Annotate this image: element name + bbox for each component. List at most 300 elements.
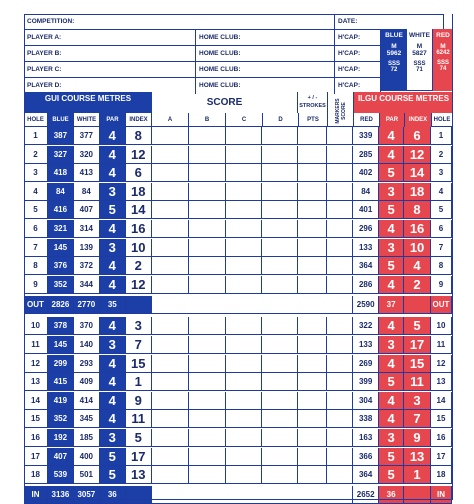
cell-red: 304	[353, 392, 379, 410]
cell-rindex: 11	[404, 373, 431, 391]
score-entry-cell[interactable]	[298, 392, 327, 410]
score-entry-cell[interactable]	[327, 164, 353, 182]
in-rpar: 36	[379, 486, 404, 504]
score-entry-cell[interactable]	[189, 392, 226, 410]
white-tee-metres: 5827	[412, 50, 427, 57]
cell-rhole: 2	[431, 146, 452, 164]
score-entry-cell[interactable]	[226, 373, 263, 391]
score-entry-cell[interactable]	[327, 448, 353, 466]
cell-red: 402	[353, 164, 379, 182]
score-entry-cell[interactable]	[262, 392, 298, 410]
cell-rindex: 2	[404, 276, 431, 294]
score-entry-cell[interactable]	[189, 220, 226, 238]
hole-row	[24, 239, 452, 257]
score-entry-cell[interactable]	[226, 239, 263, 257]
cell-blue: 145	[48, 336, 74, 354]
score-entry-cell[interactable]	[298, 466, 327, 484]
score-entry-cell[interactable]	[152, 317, 189, 335]
out-blank	[126, 296, 152, 314]
score-entry-cell[interactable]	[189, 466, 226, 484]
cell-rpar: 5	[379, 448, 404, 466]
col-pts: PTS	[299, 113, 328, 127]
cell-rpar: 4	[379, 410, 404, 428]
out-total-row	[24, 296, 452, 314]
hcap-label: H'CAP:	[335, 30, 381, 46]
blue-tee-m: M	[391, 43, 397, 50]
cell-blue: 352	[48, 410, 74, 428]
score-entry-cell[interactable]	[298, 127, 327, 145]
hole-row	[24, 201, 452, 219]
score-entry-cell[interactable]	[152, 336, 189, 354]
cell-rhole: 12	[431, 355, 452, 373]
hole-row	[24, 220, 452, 238]
cell-par: 4	[100, 146, 126, 164]
cell-white: 344	[74, 276, 100, 294]
player-row	[24, 61, 381, 78]
out-blue: 2826	[48, 296, 74, 314]
score-entry-cell[interactable]	[226, 146, 263, 164]
score-entry-cell[interactable]	[189, 410, 226, 428]
cell-rhole: 18	[431, 466, 452, 484]
cell-rhole: 4	[431, 183, 452, 201]
score-entry-cell[interactable]	[226, 164, 263, 182]
cell-rhole: 6	[431, 220, 452, 238]
cell-white: 320	[74, 146, 100, 164]
cell-index: 13	[126, 466, 152, 484]
cell-hole: 12	[24, 355, 48, 373]
cell-red: 133	[353, 336, 379, 354]
col-red-hole: HOLE	[432, 113, 453, 127]
out-blank	[152, 296, 354, 314]
score-entry-cell[interactable]	[327, 201, 353, 219]
score-entry-cell[interactable]	[262, 164, 298, 182]
cell-index: 2	[126, 257, 152, 275]
ilgu-course-title: ILGU COURSE METRES	[354, 92, 453, 113]
red-tee-metres: 6242	[436, 50, 450, 56]
hole-row	[24, 448, 452, 466]
cell-rindex: 14	[404, 164, 431, 182]
score-entry-cell[interactable]	[298, 239, 327, 257]
cell-rpar: 3	[379, 183, 404, 201]
col-hole: HOLE	[24, 113, 48, 127]
in-par: 36	[100, 486, 126, 504]
score-entry-cell[interactable]	[189, 201, 226, 219]
score-entry-cell[interactable]	[226, 392, 263, 410]
cell-blue: 84	[48, 183, 74, 201]
score-entry-cell[interactable]	[262, 257, 298, 275]
hcap-label: H'CAP:	[335, 78, 381, 94]
score-entry-cell[interactable]	[327, 127, 353, 145]
score-entry-cell[interactable]	[226, 220, 263, 238]
player-label: PLAYER D:	[24, 78, 196, 94]
score-entry-cell[interactable]	[298, 201, 327, 219]
in-white: 3057	[74, 486, 100, 504]
cell-white: 84	[74, 183, 100, 201]
out-par: 35	[100, 296, 126, 314]
score-entry-cell[interactable]	[262, 448, 298, 466]
player-label: PLAYER C:	[24, 62, 196, 78]
date-label: DATE:	[335, 15, 444, 29]
cell-red: 364	[353, 257, 379, 275]
cell-rpar: 5	[379, 257, 404, 275]
in-blank	[126, 486, 152, 504]
score-entry-cell[interactable]	[189, 336, 226, 354]
score-entry-cell[interactable]	[189, 429, 226, 447]
cell-red: 84	[353, 183, 379, 201]
cell-rpar: 5	[379, 201, 404, 219]
competition-label: COMPETITION:	[24, 15, 335, 29]
cell-white: 400	[74, 448, 100, 466]
cell-rpar: 4	[379, 276, 404, 294]
cell-white: 414	[74, 392, 100, 410]
score-entry-cell[interactable]	[152, 239, 189, 257]
cell-blue: 192	[48, 429, 74, 447]
cell-white: 413	[74, 164, 100, 182]
cell-red: 163	[353, 429, 379, 447]
cell-red: 364	[353, 466, 379, 484]
score-entry-cell[interactable]	[152, 373, 189, 391]
cell-red: 286	[353, 276, 379, 294]
score-entry-cell[interactable]	[327, 146, 353, 164]
col-d: D	[263, 113, 299, 127]
cell-blue: 378	[48, 317, 74, 335]
score-entry-cell[interactable]	[189, 164, 226, 182]
cell-index: 17	[126, 448, 152, 466]
cell-rhole: 7	[431, 239, 452, 257]
cell-par: 3	[100, 336, 126, 354]
score-entry-cell[interactable]	[327, 355, 353, 373]
hole-row	[24, 410, 452, 428]
score-entry-cell[interactable]	[226, 410, 263, 428]
white-tee-m: M	[416, 43, 423, 50]
cell-rpar: 3	[379, 239, 404, 257]
score-entry-cell[interactable]	[262, 355, 298, 373]
score-entry-cell[interactable]	[152, 410, 189, 428]
col-a: A	[152, 113, 189, 127]
cell-rindex: 17	[404, 336, 431, 354]
score-entry-cell[interactable]	[298, 410, 327, 428]
score-entry-cell[interactable]	[262, 239, 298, 257]
cell-red: 399	[353, 373, 379, 391]
hole-row	[24, 164, 452, 182]
red-tee-sss-val: 74	[439, 66, 447, 72]
blue-tee-sss: SSS	[387, 61, 400, 67]
cell-hole: 6	[24, 220, 48, 238]
white-tee-sss: SSS	[413, 61, 426, 67]
cell-rindex: 3	[404, 392, 431, 410]
cell-index: 11	[126, 410, 152, 428]
cell-rpar: 3	[379, 336, 404, 354]
hole-row	[24, 183, 452, 201]
cell-red: 133	[353, 239, 379, 257]
cell-red: 269	[353, 355, 379, 373]
cell-blue: 387	[48, 127, 74, 145]
hole-row	[24, 276, 452, 294]
player-row	[24, 29, 381, 46]
score-entry-cell[interactable]	[327, 183, 353, 201]
score-entry-cell[interactable]	[262, 317, 298, 335]
cell-hole: 18	[24, 466, 48, 484]
score-entry-cell[interactable]	[226, 317, 263, 335]
score-entry-cell[interactable]	[152, 183, 189, 201]
cell-hole: 14	[24, 392, 48, 410]
score-entry-cell[interactable]	[262, 127, 298, 145]
score-entry-cell[interactable]	[189, 127, 226, 145]
col-red: RED	[354, 113, 380, 127]
score-entry-cell[interactable]	[189, 448, 226, 466]
score-entry-cell[interactable]	[262, 276, 298, 294]
score-entry-cell[interactable]	[298, 336, 327, 354]
in-red: 2652	[353, 486, 379, 504]
cell-rindex: 15	[404, 355, 431, 373]
cell-rhole: 9	[431, 276, 452, 294]
cell-red: 296	[353, 220, 379, 238]
score-entry-cell[interactable]	[226, 127, 263, 145]
score-entry-cell[interactable]	[327, 410, 353, 428]
cell-hole: 7	[24, 239, 48, 257]
score-entry-cell[interactable]	[226, 466, 263, 484]
red-tee-sss: SSS	[436, 60, 449, 66]
col-par: PAR	[100, 113, 126, 127]
cell-blue: 418	[48, 164, 74, 182]
cell-par: 4	[100, 392, 126, 410]
cell-hole: 2	[24, 146, 48, 164]
cell-rindex: 10	[404, 239, 431, 257]
cell-index: 16	[126, 220, 152, 238]
white-tee-box	[407, 29, 433, 91]
in-label: IN	[24, 486, 48, 504]
cell-par: 4	[100, 164, 126, 182]
out-label: OUT	[24, 296, 48, 314]
hcap-label: H'CAP:	[335, 62, 381, 78]
frame-right	[452, 14, 453, 500]
score-entry-cell[interactable]	[327, 239, 353, 257]
cell-rpar: 3	[379, 429, 404, 447]
cell-rhole: 13	[431, 373, 452, 391]
player-label: PLAYER A:	[24, 30, 196, 46]
cell-blue: 352	[48, 276, 74, 294]
hole-row	[24, 429, 452, 447]
hole-row	[24, 257, 452, 275]
score-entry-cell[interactable]	[262, 201, 298, 219]
score-entry-cell[interactable]	[226, 336, 263, 354]
cell-white: 377	[74, 127, 100, 145]
cell-white: 407	[74, 201, 100, 219]
score-entry-cell[interactable]	[152, 392, 189, 410]
cell-blue: 321	[48, 220, 74, 238]
cell-rhole: 17	[431, 448, 452, 466]
score-entry-cell[interactable]	[327, 336, 353, 354]
cell-par: 5	[100, 448, 126, 466]
cell-blue: 145	[48, 239, 74, 257]
score-entry-cell[interactable]	[226, 257, 263, 275]
score-entry-cell[interactable]	[262, 466, 298, 484]
cell-rindex: 1	[404, 466, 431, 484]
cell-red: 285	[353, 146, 379, 164]
score-entry-cell[interactable]	[298, 355, 327, 373]
out-white: 2770	[74, 296, 100, 314]
score-entry-cell[interactable]	[262, 373, 298, 391]
cell-white: 409	[74, 373, 100, 391]
cell-hole: 8	[24, 257, 48, 275]
cell-rindex: 18	[404, 183, 431, 201]
cell-rpar: 4	[379, 317, 404, 335]
cell-blue: 416	[48, 201, 74, 219]
score-entry-cell[interactable]	[262, 336, 298, 354]
blue-tee-sss-val: 72	[390, 67, 398, 73]
score-entry-cell[interactable]	[298, 220, 327, 238]
score-entry-cell[interactable]	[189, 355, 226, 373]
score-entry-cell[interactable]	[189, 373, 226, 391]
home-club-label: HOME CLUB:	[196, 30, 335, 46]
col-red-par: PAR	[380, 113, 405, 127]
cell-hole: 3	[24, 164, 48, 182]
red-tee-m: M	[440, 43, 446, 50]
cell-rindex: 13	[404, 448, 431, 466]
score-entry-cell[interactable]	[298, 373, 327, 391]
score-entry-cell[interactable]	[189, 239, 226, 257]
cell-rindex: 6	[404, 127, 431, 145]
score-entry-cell[interactable]	[226, 201, 263, 219]
in-blank	[152, 486, 354, 504]
score-entry-cell[interactable]	[298, 448, 327, 466]
score-entry-cell[interactable]	[226, 429, 263, 447]
cell-rhole: 1	[431, 127, 452, 145]
score-entry-cell[interactable]	[262, 429, 298, 447]
cell-rhole: 3	[431, 164, 452, 182]
cell-rhole: 8	[431, 257, 452, 275]
cell-rhole: 16	[431, 429, 452, 447]
cell-red: 338	[353, 410, 379, 428]
score-entry-cell[interactable]	[189, 146, 226, 164]
score-entry-cell[interactable]	[327, 373, 353, 391]
cell-white: 314	[74, 220, 100, 238]
cell-rindex: 8	[404, 201, 431, 219]
cell-white: 139	[74, 239, 100, 257]
score-entry-cell[interactable]	[262, 146, 298, 164]
score-entry-cell[interactable]	[189, 183, 226, 201]
markers-header	[328, 92, 354, 127]
cell-rpar: 5	[379, 164, 404, 182]
out-rpar: 37	[379, 296, 404, 314]
cell-white: 185	[74, 429, 100, 447]
cell-par: 4	[100, 276, 126, 294]
score-entry-cell[interactable]	[262, 183, 298, 201]
score-entry-cell[interactable]	[298, 183, 327, 201]
score-title: SCORE	[152, 92, 298, 113]
score-entry-cell[interactable]	[327, 392, 353, 410]
score-entry-cell[interactable]	[152, 127, 189, 145]
in-blue: 3136	[48, 486, 74, 504]
col-blue: BLUE	[48, 113, 74, 127]
cell-rhole: 5	[431, 201, 452, 219]
home-club-label: HOME CLUB:	[196, 78, 335, 94]
cell-index: 14	[126, 201, 152, 219]
cell-hole: 11	[24, 336, 48, 354]
cell-index: 9	[126, 392, 152, 410]
cell-par: 4	[100, 220, 126, 238]
score-entry-cell[interactable]	[298, 429, 327, 447]
cell-index: 7	[126, 336, 152, 354]
white-tee-name: WHITE	[409, 32, 430, 39]
cell-rindex: 4	[404, 257, 431, 275]
score-entry-cell[interactable]	[327, 466, 353, 484]
cell-red: 366	[353, 448, 379, 466]
score-entry-cell[interactable]	[327, 317, 353, 335]
red-tee-name: RED	[436, 32, 450, 39]
score-entry-cell[interactable]	[226, 355, 263, 373]
score-entry-cell[interactable]	[262, 220, 298, 238]
in-total-row	[24, 486, 452, 504]
hole-row	[24, 127, 452, 145]
cell-blue: 419	[48, 392, 74, 410]
in-rlabel: IN	[431, 486, 452, 504]
cell-hole: 9	[24, 276, 48, 294]
score-entry-cell[interactable]	[226, 276, 263, 294]
cell-white: 140	[74, 336, 100, 354]
cell-rpar: 5	[379, 373, 404, 391]
col-white: WHITE	[74, 113, 100, 127]
score-entry-cell[interactable]	[189, 276, 226, 294]
cell-index: 18	[126, 183, 152, 201]
score-entry-cell[interactable]	[298, 276, 327, 294]
blue-tee-box	[381, 29, 407, 91]
home-club-label: HOME CLUB:	[196, 46, 335, 62]
score-entry-cell[interactable]	[298, 164, 327, 182]
cell-rpar: 4	[379, 127, 404, 145]
score-entry-cell[interactable]	[152, 257, 189, 275]
cell-index: 12	[126, 146, 152, 164]
score-entry-cell[interactable]	[152, 466, 189, 484]
score-entry-cell[interactable]	[298, 317, 327, 335]
cell-rpar: 4	[379, 220, 404, 238]
cell-white: 345	[74, 410, 100, 428]
score-entry-cell[interactable]	[152, 146, 189, 164]
score-entry-cell[interactable]	[262, 410, 298, 428]
cell-rpar: 4	[379, 355, 404, 373]
markers-score-label: MARKERS SCORE	[335, 98, 347, 124]
cell-par: 4	[100, 127, 126, 145]
score-entry-cell[interactable]	[152, 276, 189, 294]
score-entry-cell[interactable]	[298, 146, 327, 164]
cell-hole: 4	[24, 183, 48, 201]
score-entry-cell[interactable]	[152, 429, 189, 447]
score-entry-cell[interactable]	[152, 448, 189, 466]
score-entry-cell[interactable]	[152, 201, 189, 219]
score-entry-cell[interactable]	[327, 220, 353, 238]
player-row	[24, 45, 381, 62]
hole-row	[24, 317, 452, 335]
score-entry-cell[interactable]	[189, 257, 226, 275]
in-blank	[404, 486, 431, 504]
cell-hole: 10	[24, 317, 48, 335]
cell-rhole: 15	[431, 410, 452, 428]
cell-blue: 415	[48, 373, 74, 391]
score-entry-cell[interactable]	[152, 220, 189, 238]
score-entry-cell[interactable]	[327, 429, 353, 447]
cell-index: 6	[126, 164, 152, 182]
score-entry-cell[interactable]	[327, 276, 353, 294]
cell-par: 3	[100, 183, 126, 201]
score-entry-cell[interactable]	[226, 183, 263, 201]
score-entry-cell[interactable]	[298, 257, 327, 275]
score-entry-cell[interactable]	[226, 448, 263, 466]
competition-row	[24, 14, 444, 29]
score-entry-cell[interactable]	[152, 355, 189, 373]
score-entry-cell[interactable]	[189, 317, 226, 335]
score-entry-cell[interactable]	[152, 164, 189, 182]
score-entry-cell[interactable]	[327, 257, 353, 275]
